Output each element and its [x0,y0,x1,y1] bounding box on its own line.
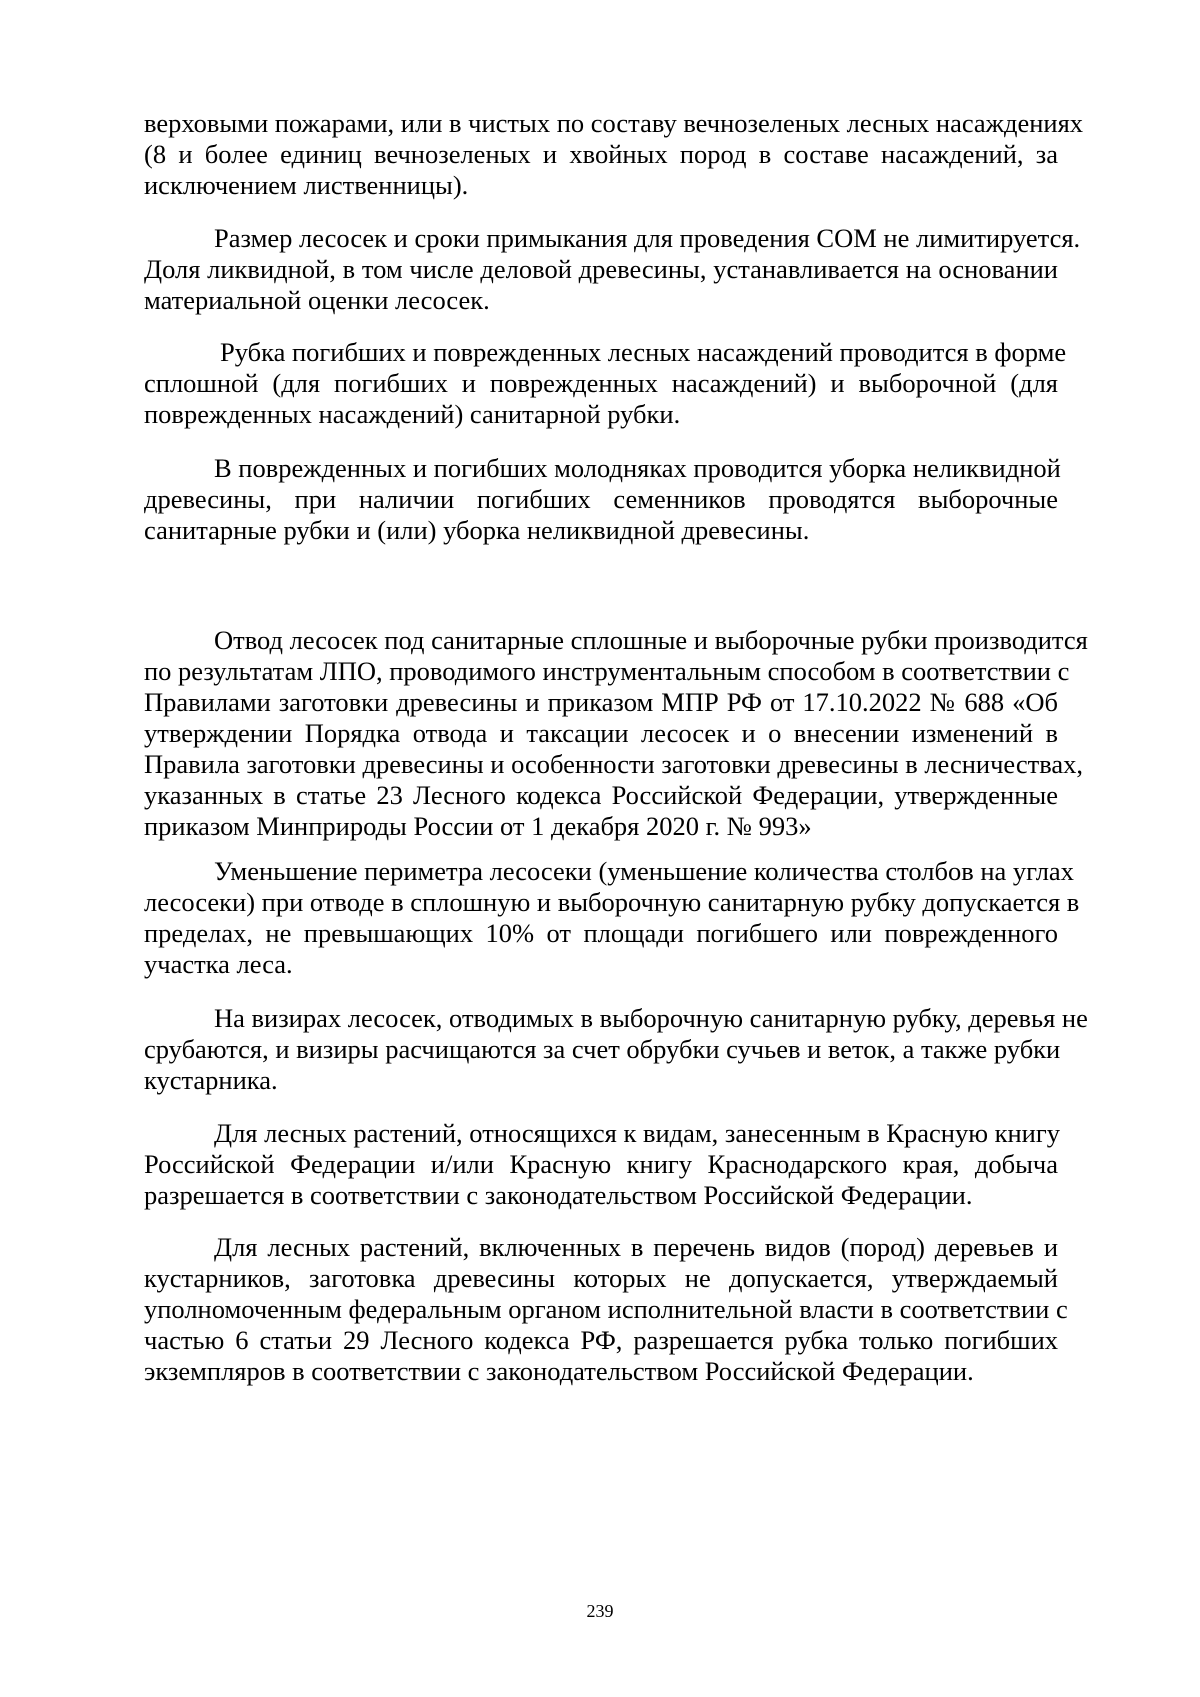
paragraph-line: На визирах лесосек, отводимых в выборочную санитарную рубку, деревья не [214,1003,1088,1033]
paragraph-line: пределах, не превышающих 10% от площади погибшего или поврежденного [144,918,1058,948]
paragraph-line: (8 и более единиц вечнозеленых и хвойных пород в составе насаждений, за [144,139,1058,169]
paragraph-line: Рубка погибших и поврежденных лесных насаждений проводится в форме [220,337,1067,367]
paragraph-line: кустарников, заготовка древесины которых не допускается, утверждаемый [144,1263,1058,1293]
paragraph-9 [144,1232,1068,1387]
paragraph-line: В поврежденных и погибших молодняках проводится уборка неликвидной [214,453,1061,483]
paragraph-line: указанных в статье 23 Лесного кодекса Российской Федерации, утвержденные [144,780,1058,810]
paragraph-4 [144,453,1061,546]
paragraph-line: Правила заготовки древесины и особенности заготовки древесины в лесничествах, [144,749,1083,779]
paragraph-line: приказом Минприроды России от 1 декабря 2020 г. № 993» [144,811,812,841]
paragraph-line: разрешается в соответствии с законодательством Российской Федерации. [144,1180,973,1210]
paragraph-line: исключением лиственницы). [144,170,469,200]
paragraph-line: экземпляров в соответствии с законодательством Российской Федерации. [144,1356,974,1386]
paragraph-line: Правилами заготовки древесины и приказом МПР РФ от 17.10.2022 № 688 «Об [144,687,1058,717]
paragraph-line: участка леса. [144,949,293,979]
paragraph-line: по результатам ЛПО, проводимого инструментальным способом в соответствии с [144,656,1070,686]
paragraph-line: санитарные рубки и (или) уборка неликвидной древесины. [144,515,810,545]
paragraph-line: материальной оценки лесосек. [144,285,490,315]
paragraph-3 [144,337,1067,430]
paragraph-line: верховыми пожарами, или в чистых по составу вечнозеленых лесных насаждениях [144,108,1084,138]
paragraph-line: сплошной (для погибших и поврежденных насаждений) и выборочной (для [144,368,1058,398]
paragraph-line: древесины, при наличии погибших семенников проводятся выборочные [144,484,1058,514]
paragraph-8 [144,1118,1058,1211]
paragraph-5 [144,625,1088,842]
paragraph-line: Отвод лесосек под санитарные сплошные и выборочные рубки производится [214,625,1088,655]
paragraph-1 [144,108,1084,201]
paragraph-line: срубаются, и визиры расчищаются за счет обрубки сучьев и веток, а также рубки [144,1034,1061,1064]
paragraph-line: уполномоченным федеральным органом исполнительной власти в соответствии с [144,1294,1068,1324]
paragraph-6 [144,856,1080,980]
page-number: 239 [586,1601,614,1621]
paragraph-line: Российской Федерации и/или Красную книгу Краснодарского края, добыча [144,1149,1058,1179]
paragraph-line: лесосеки) при отводе в сплошную и выборочную санитарную рубку допускается в [144,887,1080,917]
paragraph-line: кустарника. [144,1065,278,1095]
paragraph-line: Размер лесосек и сроки примыкания для проведения СОМ не лимитируется. [214,223,1081,253]
paragraph-line: Для лесных растений, включенных в перечень видов (пород) деревьев и [214,1232,1058,1262]
paragraph-line: поврежденных насаждений) санитарной рубки. [144,399,681,429]
paragraph-line: Для лесных растений, относящихся к видам, занесенным в Красную книгу [214,1118,1060,1148]
paragraph-2 [144,223,1081,316]
paragraph-line: частью 6 статьи 29 Лесного кодекса РФ, разрешается рубка только погибших [144,1325,1058,1355]
paragraph-line: Уменьшение периметра лесосеки (уменьшение количества столбов на углах [214,856,1074,886]
paragraph-line: Доля ликвидной, в том числе деловой древесины, устанавливается на основании [144,254,1058,284]
paragraph-7 [144,1003,1088,1096]
paragraph-line: утверждении Порядка отвода и таксации лесосек и о внесении изменений в [144,718,1058,748]
